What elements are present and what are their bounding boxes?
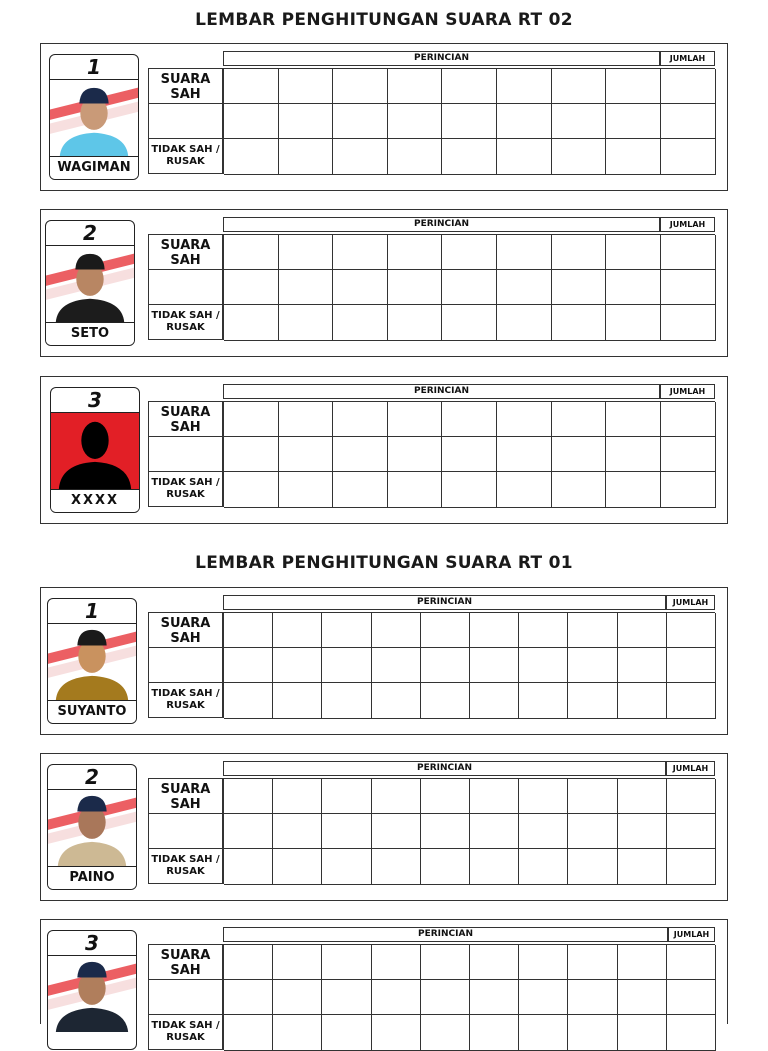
tally-cell[interactable] [552,305,607,341]
tally-cell[interactable] [333,139,388,175]
tally-cell[interactable] [372,945,421,980]
section-title-rt02: LEMBAR PENGHITUNGAN SUARA RT 02 [195,10,573,30]
candidate-card [47,764,137,890]
tally-cell[interactable] [519,945,568,980]
candidate-block [40,209,728,357]
tally-cell[interactable] [279,104,334,139]
tally-cell[interactable] [519,683,568,719]
tally-cell[interactable] [470,849,519,885]
candidate-number: 3 [48,931,136,956]
tally-cell[interactable] [667,849,716,885]
tally-cell[interactable] [552,270,607,305]
header-jumlah: JUMLAH [660,217,715,232]
tally-cell[interactable] [322,980,371,1015]
candidate-number: 1 [48,599,136,624]
tally-cell[interactable] [224,779,273,814]
tally-cell[interactable] [667,779,716,814]
row-labels [148,401,223,507]
tally-cell[interactable] [224,402,279,437]
tally-cell[interactable] [273,779,322,814]
tally-cell[interactable] [333,437,388,472]
tally-cell[interactable] [519,814,568,849]
tally-cell[interactable] [333,472,388,508]
person-icon [48,790,136,866]
silhouette-placeholder [51,413,139,491]
candidate-card [49,54,139,180]
person-icon [46,246,134,322]
label-tidak-sah: TIDAK SAH / RUSAK [151,144,220,167]
tally-cell[interactable] [442,235,497,270]
tally-cell[interactable] [667,648,716,683]
tally-cell[interactable] [279,235,334,270]
tally-cell[interactable] [333,104,388,139]
tally-cell[interactable] [497,402,552,437]
tally-cell[interactable] [224,437,279,472]
tally-cell[interactable] [273,683,322,719]
tally-cell[interactable] [372,980,421,1015]
candidate-card [47,930,137,1050]
tally-cell[interactable] [388,437,443,472]
tally-grid [223,612,715,718]
person-icon [50,80,138,156]
tally-cell[interactable] [372,1015,421,1051]
tally-cell[interactable] [279,270,334,305]
candidate-number: 2 [48,765,136,790]
tally-cell[interactable] [442,472,497,508]
tally-cell[interactable] [519,849,568,885]
tally-cell[interactable] [224,814,273,849]
row-labels [148,778,223,884]
tally-grid [223,778,715,884]
tally-cell[interactable] [224,1015,273,1051]
tally-cell[interactable] [497,437,552,472]
tally-cell[interactable] [552,437,607,472]
tally-cell[interactable] [442,69,497,104]
person-icon [48,956,136,1032]
tally-cell[interactable] [568,849,617,885]
tally-cell[interactable] [224,849,273,885]
tally-cell[interactable] [552,235,607,270]
candidate-name: PAINO [48,866,136,889]
tally-cell[interactable] [322,1015,371,1051]
tally-cell[interactable] [224,69,279,104]
tally-cell[interactable] [606,472,661,508]
label-suara-sah: SUARA SAH [149,779,222,814]
tally-cell[interactable] [224,613,273,648]
tally-cell[interactable] [224,104,279,139]
label-suara-sah: SUARA SAH [149,402,222,437]
tally-cell[interactable] [279,472,334,508]
candidate-block [40,919,728,1043]
tally-cell[interactable] [442,104,497,139]
tally-cell[interactable] [552,472,607,508]
tally-cell[interactable] [421,814,470,849]
tally-cell[interactable] [333,402,388,437]
candidate-name: SETO [46,322,134,345]
tally-cell[interactable] [661,402,716,437]
tally-cell[interactable] [322,849,371,885]
tally-cell[interactable] [497,139,552,175]
header-perincian: PERINCIAN [223,927,668,942]
tally-grid [223,68,715,174]
tally-cell[interactable] [667,1015,716,1051]
tally-cell[interactable] [661,437,716,472]
tally-cell[interactable] [388,139,443,175]
tally-cell[interactable] [568,648,617,683]
candidate-photo [46,246,134,324]
tally-cell[interactable] [322,814,371,849]
label-tidak-sah: TIDAK SAH / RUSAK [151,477,220,500]
row-labels [148,234,223,340]
header-perincian: PERINCIAN [223,384,660,399]
tally-cell[interactable] [606,270,661,305]
header-perincian: PERINCIAN [223,761,666,776]
tally-grid [223,401,715,507]
tally-cell[interactable] [519,980,568,1015]
tally-cell[interactable] [224,235,279,270]
label-suara-sah: SUARA SAH [149,945,222,980]
tally-cell[interactable] [618,849,667,885]
tally-cell[interactable] [568,779,617,814]
tally-cell[interactable] [273,648,322,683]
tally-cell[interactable] [388,472,443,508]
tally-cell[interactable] [618,683,667,719]
silhouette-icon [51,413,139,489]
tally-cell[interactable] [279,69,334,104]
tally-cell[interactable] [224,270,279,305]
tally-cell[interactable] [279,402,334,437]
header-perincian: PERINCIAN [223,51,660,66]
tally-cell[interactable] [552,104,607,139]
tally-cell[interactable] [388,270,443,305]
tally-cell[interactable] [273,613,322,648]
candidate-block [40,753,728,901]
candidate-card [47,598,137,724]
candidate-number: 1 [50,55,138,80]
candidate-block [40,587,728,735]
tally-cell[interactable] [568,945,617,980]
tally-cell[interactable] [322,779,371,814]
label-suara-sah: SUARA SAH [149,613,222,648]
tally-cell[interactable] [333,270,388,305]
tally-cell[interactable] [333,305,388,341]
tally-cell[interactable] [497,69,552,104]
tally-cell[interactable] [388,69,443,104]
label-tidak-sah: TIDAK SAH / RUSAK [151,688,220,711]
tally-cell[interactable] [667,980,716,1015]
tally-cell[interactable] [470,683,519,719]
tally-cell[interactable] [224,648,273,683]
tally-cell[interactable] [661,235,716,270]
row-labels [148,612,223,718]
tally-cell[interactable] [519,613,568,648]
tally-cell[interactable] [421,648,470,683]
tally-cell[interactable] [388,104,443,139]
tally-cell[interactable] [388,235,443,270]
tally-cell[interactable] [372,779,421,814]
candidate-photo [48,956,136,1034]
tally-cell[interactable] [224,139,279,175]
tally-cell[interactable] [273,814,322,849]
tally-cell[interactable] [606,104,661,139]
tally-cell[interactable] [224,472,279,508]
tally-cell[interactable] [273,945,322,980]
candidate-block [40,43,728,191]
tally-cell[interactable] [273,849,322,885]
tally-cell[interactable] [279,305,334,341]
candidate-name: XXXX [51,489,139,512]
tally-cell[interactable] [661,472,716,508]
candidate-photo [48,624,136,702]
tally-cell[interactable] [442,270,497,305]
tally-cell[interactable] [442,402,497,437]
tally-cell[interactable] [568,1015,617,1051]
tally-cell[interactable] [661,104,716,139]
header-jumlah: JUMLAH [666,595,715,610]
tally-cell[interactable] [421,1015,470,1051]
tally-cell[interactable] [661,305,716,341]
tally-cell[interactable] [497,104,552,139]
tally-cell[interactable] [552,139,607,175]
tally-cell[interactable] [442,437,497,472]
tally-cell[interactable] [661,69,716,104]
tally-cell[interactable] [568,814,617,849]
candidate-card [45,220,135,346]
tally-cell[interactable] [661,139,716,175]
tally-cell[interactable] [618,779,667,814]
tally-cell[interactable] [606,139,661,175]
tally-cell[interactable] [224,683,273,719]
tally-cell[interactable] [618,814,667,849]
tally-cell[interactable] [667,683,716,719]
candidate-photo [50,80,138,158]
person-icon [48,624,136,700]
tally-cell[interactable] [519,1015,568,1051]
candidate-name: SUYANTO [48,700,136,723]
tally-cell[interactable] [224,945,273,980]
tally-cell[interactable] [618,980,667,1015]
candidate-card [50,387,140,513]
tally-cell[interactable] [606,437,661,472]
tally-cell[interactable] [372,683,421,719]
header-perincian: PERINCIAN [223,217,660,232]
tally-cell[interactable] [388,305,443,341]
candidate-number: 2 [46,221,134,246]
label-suara-sah: SUARA SAH [149,235,222,270]
tally-cell[interactable] [224,980,273,1015]
tally-cell[interactable] [606,402,661,437]
header-jumlah: JUMLAH [660,51,715,66]
tally-grid [223,234,715,340]
header-jumlah: JUMLAH [668,927,715,942]
candidate-photo [48,790,136,868]
tally-cell[interactable] [667,613,716,648]
tally-cell[interactable] [322,945,371,980]
tally-cell[interactable] [606,305,661,341]
tally-cell[interactable] [552,402,607,437]
tally-grid [223,944,715,1050]
tally-cell[interactable] [497,472,552,508]
tally-cell[interactable] [568,613,617,648]
tally-cell[interactable] [519,648,568,683]
tally-cell[interactable] [333,235,388,270]
tally-cell[interactable] [618,1015,667,1051]
tally-cell[interactable] [388,402,443,437]
tally-cell[interactable] [442,139,497,175]
label-tidak-sah: TIDAK SAH / RUSAK [151,1020,220,1043]
tally-cell[interactable] [273,980,322,1015]
tally-cell[interactable] [470,945,519,980]
tally-cell[interactable] [372,648,421,683]
tally-cell[interactable] [552,69,607,104]
candidate-block [40,376,728,524]
tally-cell[interactable] [568,683,617,719]
row-labels [148,68,223,174]
header-jumlah: JUMLAH [660,384,715,399]
tally-cell[interactable] [372,849,421,885]
tally-cell[interactable] [618,648,667,683]
tally-cell[interactable] [497,235,552,270]
tally-cell[interactable] [606,235,661,270]
tally-cell[interactable] [470,814,519,849]
tally-cell[interactable] [618,945,667,980]
tally-cell[interactable] [421,945,470,980]
label-tidak-sah: TIDAK SAH / RUSAK [151,854,220,877]
tally-cell[interactable] [497,305,552,341]
tally-cell[interactable] [667,814,716,849]
tally-cell[interactable] [497,270,552,305]
header-perincian: PERINCIAN [223,595,666,610]
tally-cell[interactable] [442,305,497,341]
tally-cell[interactable] [372,814,421,849]
tally-cell[interactable] [224,305,279,341]
header-jumlah: JUMLAH [666,761,715,776]
row-labels [148,944,223,1050]
tally-cell[interactable] [421,779,470,814]
tally-cell[interactable] [606,69,661,104]
tally-cell[interactable] [470,648,519,683]
tally-cell[interactable] [568,980,617,1015]
tally-cell[interactable] [421,849,470,885]
tally-cell[interactable] [421,683,470,719]
tally-cell[interactable] [421,980,470,1015]
tally-cell[interactable] [618,613,667,648]
tally-cell[interactable] [279,437,334,472]
tally-cell[interactable] [470,1015,519,1051]
tally-cell[interactable] [470,779,519,814]
tally-cell[interactable] [322,648,371,683]
tally-cell[interactable] [519,779,568,814]
candidate-number: 3 [51,388,139,413]
tally-cell[interactable] [322,683,371,719]
tally-cell[interactable] [470,613,519,648]
tally-cell[interactable] [372,613,421,648]
tally-cell[interactable] [667,945,716,980]
label-suara-sah: SUARA SAH [149,69,222,104]
tally-cell[interactable] [273,1015,322,1051]
candidate-name: WAGIMAN [50,156,138,179]
tally-cell[interactable] [279,139,334,175]
tally-cell[interactable] [661,270,716,305]
tally-cell[interactable] [322,613,371,648]
tally-cell[interactable] [333,69,388,104]
tally-cell[interactable] [470,980,519,1015]
label-tidak-sah: TIDAK SAH / RUSAK [151,310,220,333]
tally-cell[interactable] [421,613,470,648]
section-title-rt01: LEMBAR PENGHITUNGAN SUARA RT 01 [195,553,573,573]
